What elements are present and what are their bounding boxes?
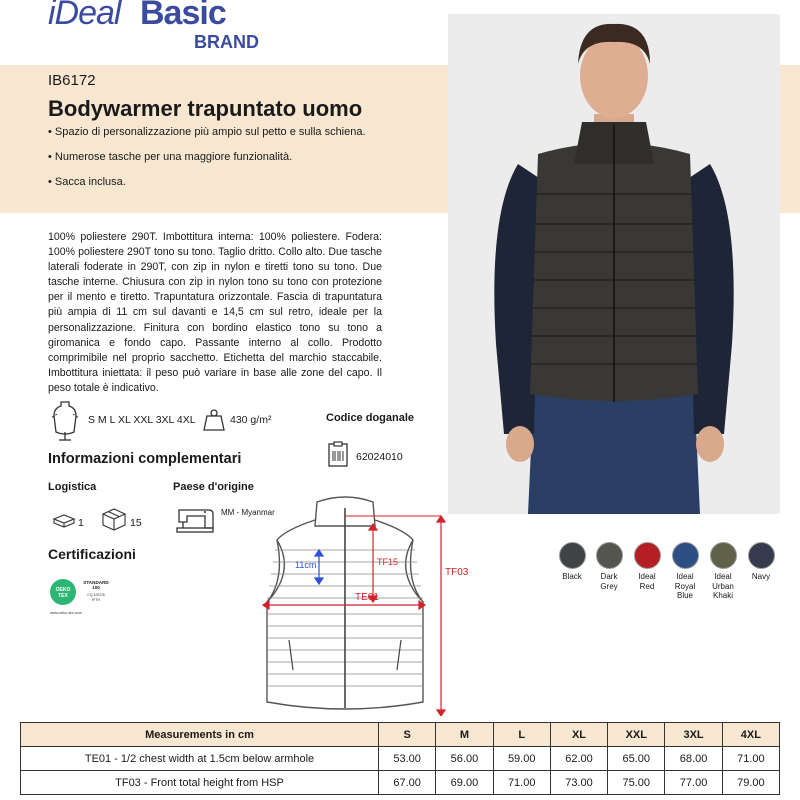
sewing-machine-icon — [175, 506, 215, 534]
model-illustration — [448, 14, 780, 514]
oeko-name2: TEX — [58, 593, 68, 599]
oeko-number: 100 — [92, 585, 100, 590]
origin-value: MM - Myanmar — [221, 508, 275, 517]
swatch-name: Dark Grey — [600, 572, 618, 591]
oeko-url: www.oeko-tex.com — [50, 611, 82, 615]
table-row — [21, 771, 780, 795]
weight-icon — [202, 408, 226, 432]
table-cell: 77.00 — [665, 771, 722, 795]
header-cell: 3XL — [665, 723, 722, 747]
swatch-dot — [748, 542, 775, 569]
table-cell: 71.00 — [722, 747, 779, 771]
measurements-table — [20, 722, 780, 795]
origin-label: Paese d'origine — [173, 481, 254, 493]
logo-brand: BRAND — [194, 32, 259, 52]
bullet-item: • Sacca inclusa. — [48, 176, 126, 188]
table-cell: 62.00 — [550, 747, 607, 771]
product-title: Bodywarmer trapuntato uomo — [48, 96, 363, 121]
swatch-name: Black — [562, 572, 582, 581]
color-swatches — [553, 542, 783, 602]
oeko-cert: CQ 1007/8 — [87, 593, 105, 597]
swatch-dot — [596, 542, 623, 569]
swatch-name: Navy — [751, 572, 771, 581]
label-te01: TE01 — [355, 592, 379, 603]
oeko-tex-label — [48, 576, 118, 622]
mannequin-icon — [48, 398, 82, 442]
swatch-dot — [672, 542, 699, 569]
fabric-weight: 430 g/m² — [230, 414, 272, 426]
color-swatch[interactable] — [628, 542, 666, 591]
table-cell: TE01 - 1/2 chest width at 1.5cm below armhole — [21, 747, 379, 771]
inner-pack-count: 1 — [78, 517, 84, 529]
swatch-dot — [559, 542, 586, 569]
bullet-item: • Spazio di personalizzazione più ampio sul petto e sulla schiena. — [48, 126, 366, 138]
header-cell: 4XL — [722, 723, 779, 747]
header-cell: XXL — [608, 723, 665, 747]
oeko-institute: IFTH — [92, 598, 100, 602]
logistics-label: Logistica — [48, 481, 97, 493]
label-tf15: TF15 — [377, 557, 399, 567]
info-heading: Informazioni complementari — [48, 451, 242, 467]
color-swatch[interactable] — [590, 542, 628, 591]
table-cell: 67.00 — [379, 771, 436, 795]
table-cell: 56.00 — [436, 747, 493, 771]
color-swatch[interactable] — [553, 542, 591, 582]
table-header-row — [21, 723, 780, 747]
table-cell: 69.00 — [436, 771, 493, 795]
table-cell: 75.00 — [608, 771, 665, 795]
sizes-weight-row — [48, 398, 308, 442]
table-cell: 71.00 — [493, 771, 550, 795]
table-cell: 53.00 — [379, 747, 436, 771]
oeko-standard: STANDARD — [83, 580, 109, 585]
header-cell: Measurements in cm — [21, 723, 379, 747]
swatch-dot — [710, 542, 737, 569]
vest-technical-diagram — [255, 490, 485, 716]
customs-code: 62024010 — [356, 451, 403, 463]
header-cell: S — [379, 723, 436, 747]
color-swatch[interactable] — [704, 542, 742, 601]
table-cell: TF03 - Front total height from HSP — [21, 771, 379, 795]
color-swatch[interactable] — [742, 542, 780, 582]
product-photo — [448, 14, 780, 514]
carton-count: 15 — [130, 517, 142, 529]
swatch-name: Ideal Urban Khaki — [712, 572, 734, 600]
vest-outline — [255, 490, 485, 716]
sizes-list: S M L XL XXL 3XL 4XL — [88, 414, 196, 426]
table-cell: 65.00 — [608, 747, 665, 771]
table-cell: 73.00 — [550, 771, 607, 795]
product-description: 100% poliestere 290T. Imbottitura interna: 100% poliestere. Fodera: 100% poliestere 290T tono su tono. Taglio dritto. Collo alto. Due tasche laterali foderate in 290T, con zip in nylon e tiretti tono su tono. Due tasche interne. Chiusura con zip in nylon tono su tono con protezione per il mento e tiretto. Trapuntatura orizzontale. Fascia di trapuntatura più ampia di 11 cm sul davanti e 14,5 cm sul retro, ideale per la personalizzazione. Finitura con bordino elastico tono su tono a giromanica e fondo capo. Passante interno al collo. Prodotto comprimibile nel proprio sacchetto. Etichetta del marchio staccabile. Imbottitura iniettata: il peso può variare in base alle zone del capo. Il peso totale è indicativo. — [48, 231, 382, 394]
product-code: IB6172 — [48, 72, 96, 89]
label-11cm: 11cm — [295, 560, 317, 570]
oeko-name1: OEKO — [55, 587, 71, 593]
table-cell: 59.00 — [493, 747, 550, 771]
header-cell: M — [436, 723, 493, 747]
inner-pack-icon — [52, 511, 76, 529]
swatch-dot — [634, 542, 661, 569]
table-row — [21, 747, 780, 771]
logo-ideal: iDeal — [48, 0, 121, 32]
color-swatch[interactable] — [666, 542, 704, 601]
bullet-item: • Numerose tasche per una maggiore funzionalità. — [48, 151, 293, 163]
header-cell: XL — [550, 723, 607, 747]
feature-bullets — [48, 126, 428, 201]
logo-basic: Basic — [140, 0, 226, 32]
certifications-heading: Certificazioni — [48, 546, 136, 562]
customs-label: Codice doganale — [326, 412, 415, 424]
brand-logo — [48, 0, 258, 56]
oeko-tex-logo — [48, 576, 118, 622]
carton-icon — [101, 507, 127, 531]
table-cell: 79.00 — [722, 771, 779, 795]
header-cell: L — [493, 723, 550, 747]
table-cell: 68.00 — [665, 747, 722, 771]
swatch-name: Ideal Red — [638, 572, 656, 591]
swatch-name: Ideal Royal Blue — [674, 572, 696, 600]
label-tf03: TF03 — [445, 567, 469, 578]
clipboard-barcode-icon — [328, 441, 348, 467]
